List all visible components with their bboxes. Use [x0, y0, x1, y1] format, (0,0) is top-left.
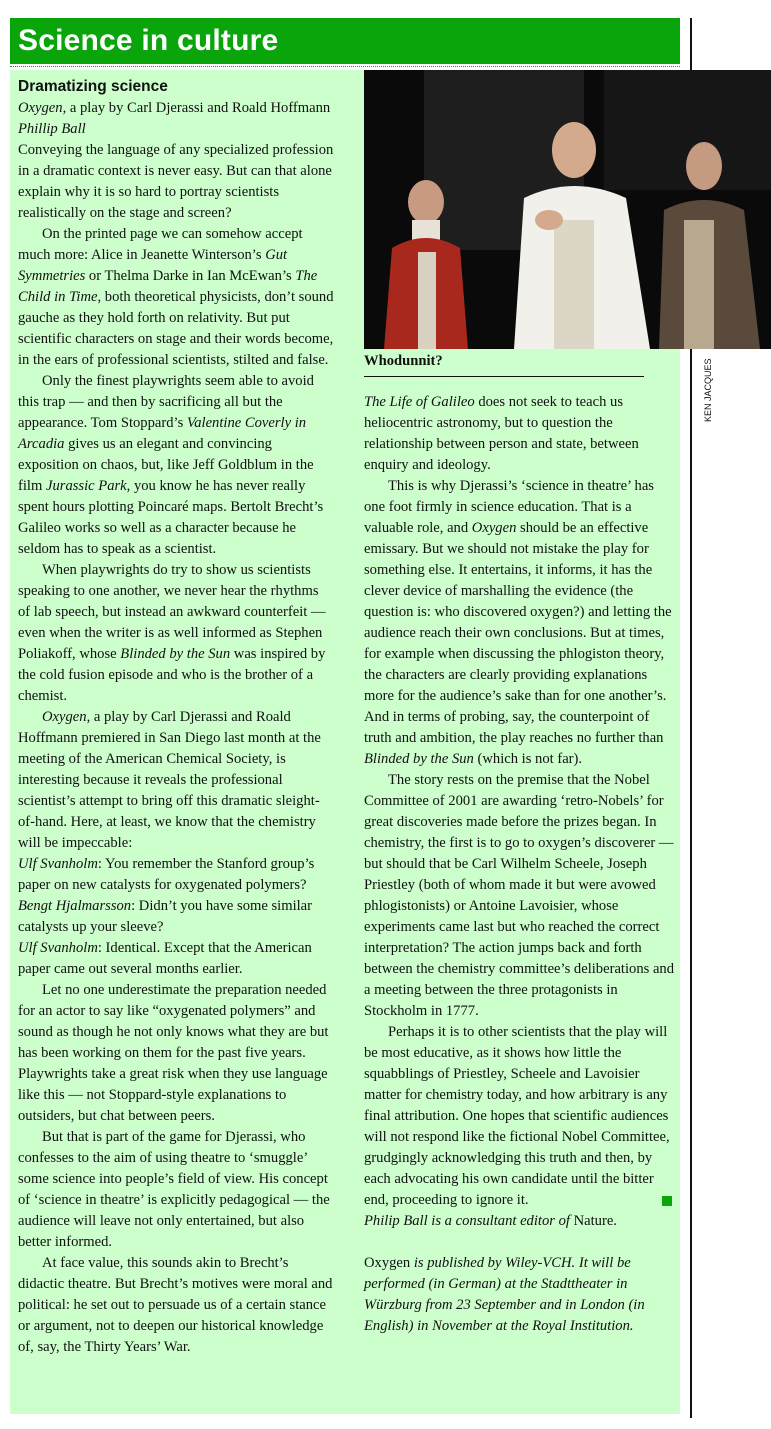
p3-text-3: , you know he has never really spent hours plotting Poincaré maps. Bertolt Brecht’s Galileo works so well as a character because he seldom has to speak as a scientist. — [18, 478, 324, 557]
p2-title-2: The Child in Time — [18, 268, 318, 305]
end-mark-icon — [662, 1196, 672, 1206]
byline — [18, 119, 334, 140]
p2-text: On the printed page we can somehow accept much more: Alice in Jeanette Winterson’s — [18, 226, 303, 263]
p5-title: Oxygen — [42, 709, 87, 725]
section-banner — [10, 18, 680, 64]
paragraph-1: Conveying the language of any specialized profession in a dramatic context is never easy. But can that alone explain why it is so hard to portray scientists realistically on the stage and screen? — [18, 142, 334, 221]
p2-title-1: Gut Symmetries — [18, 247, 288, 284]
photo-credit-text: KEN JACQUES — [703, 358, 713, 422]
paragraph-11 — [364, 1022, 678, 1211]
publication-note — [364, 1253, 678, 1337]
p9-text-2: should be an effective emissary. But we should not mistake the play for something else. It entertains, it informs, it has the clever device of marshalling the evidence (the question is: who discovered oxygen?) and letting the audience reach their own conclusions. But at times, for example when discussing the phlogiston theory, the characters are clearly providing explanations more for the audience’s sake than for one another’s. And in terms of probing, say, the counterpoint of truth and ambition, the play reaches no further than — [364, 520, 672, 746]
p3-title-2: Jurassic Park — [45, 478, 127, 494]
p9-title-2: Blinded by the Sun — [364, 751, 474, 767]
p4-text-2: was inspired by the cold fusion episode and who is the brother of a chemist. — [18, 646, 326, 704]
note-title: Oxygen — [364, 1255, 411, 1271]
article-column-right — [364, 392, 678, 1337]
speaker-name: Ulf Svanholm — [18, 940, 98, 956]
author-bio — [364, 1211, 678, 1232]
photo-credit — [702, 352, 716, 424]
journal-name: Nature. — [573, 1213, 617, 1229]
play-reference — [18, 98, 334, 119]
play-photo — [364, 70, 771, 349]
paragraph-9 — [364, 476, 678, 770]
article-heading: Dramatizing science — [18, 78, 168, 95]
caption-rule — [364, 376, 644, 377]
dialogue-line-1 — [18, 854, 334, 896]
bio-text: Philip Ball is a consultant editor of — [364, 1213, 574, 1229]
p4-title: Blinded by the Sun — [120, 646, 231, 662]
dialogue-text: : Didn’t you have some similar catalysts up your sleeve? — [18, 898, 313, 935]
play-photo-illustration — [364, 70, 771, 349]
paragraph-8-continued — [364, 392, 678, 476]
p9-text: This is why Djerassi’s ‘science in theatre’ has one foot firmly in science education. That is a valuable role, and — [364, 478, 654, 536]
speaker-name: Bengt Hjalmarsson — [18, 898, 132, 914]
p3-text: Only the finest playwrights seem able to avoid this trap — and then by sacrificing all but the appearance. Tom Stoppard’s — [18, 373, 314, 431]
paragraph-7: But that is part of the game for Djerassi, who confesses to the aim of using theatre to ‘smuggle’ some science into people’s field of view. His concept of ‘science in theatre’ is explicitly pedagogical — the audience will leave not only entertained, but also better informed. — [18, 1129, 330, 1250]
paragraph-10: The story rests on the premise that the Nobel Committee of 2001 are awarding ‘retro-Nobels’ for great discoveries made before the prizes began. In chemistry, the first is to go to oxygen’s discoverer — but should that be Carl Wilhelm Scheele, Joseph Priestley (both of whom made it but were avowed phlogistonists) or Antoine Lavoisier, whose experiments came last but who reached the correct interpretation? The action jumps back and forth between the chemistry committee’s deliberations and a meeting between the three protagonists in Stockholm in 1777. — [364, 772, 675, 1019]
paragraph-8: At face value, this sounds akin to Brecht’s didactic theatre. But Brecht’s motives were moral and political: he set out to persuade us of a certain stance or argument, not to deepen our historical knowledge of, say, the Thirty Years’ War. — [18, 1255, 333, 1355]
section-title: Science in culture — [18, 24, 279, 57]
play-title: Oxygen — [18, 100, 63, 116]
note-text: is published by Wiley-VCH. It will be performed (in German) at the Stadttheater in Würzburg from 23 September and in London (in English) in November at the Royal Institution. — [364, 1255, 645, 1334]
p3-text-2: gives us an elegant and convincing exposition on chaos, but, like Jeff Goldblum in the film — [18, 436, 314, 494]
dialogue-line-3 — [18, 938, 334, 980]
paragraph-6: Let no one underestimate the preparation needed for an actor to say like “oxygenated polymers” and sound as though he not only knows what they are but has been working on them for the past five years. Playwrights take a great risk when they use language like this — not Stoppard-style explanations to outsiders, but chat between peers. — [18, 982, 329, 1124]
speaker-name: Ulf Svanholm — [18, 856, 98, 872]
p3-title-1: Valentine Coverly in Arcadia — [18, 415, 307, 452]
article-column-left — [18, 76, 334, 1358]
author-name: Phillip Ball — [18, 121, 86, 137]
p8-title: The Life of Galileo — [364, 394, 475, 410]
p2-text-2: or Thelma Darke in Ian McEwan’s — [85, 268, 296, 284]
p2-text-3: , both theoretical physicists, don’t sound gauche as they hold forth on relativity. But put scientific characters on stage and their words become, in the ears of professional scientists, stilted and false. — [18, 289, 334, 368]
p4-text: When playwrights do try to show us scientists speaking to one another, we never hear the rhythms of lab speech, but instead an awkward counterfeit — even when the writer is as well informed as Stephen Poliakoff, whose — [18, 562, 326, 662]
paragraph-4 — [18, 560, 334, 707]
p9-title-1: Oxygen — [471, 520, 517, 536]
p9-text-3: (which is not far). — [473, 751, 583, 767]
p5-text: , a play by Carl Djerassi and Roald Hoffmann premiered in San Diego last month at the meeting of the American Chemical Society, is interesting because it reveals the professional scientist’s attempt to bring off this dramatic sleight-of-hand. Here, at least, we know that the chemistry will be impeccable: — [18, 709, 321, 851]
paragraph-5 — [18, 707, 334, 854]
paragraph-2 — [18, 224, 334, 371]
p11-text: Perhaps it is to other scientists that the play will be most educative, as it shows how little the squabblings of Priestley, Scheele and Lavoisier matter for chemistry today, and how arbitrary is any final attribution. One hopes that scientific audiences will not respond like the fictional Nobel Committee, grudgingly acknowledging this truth and then, by each advocating his own candidate until the bitter end, proceeding to ignore it. — [364, 1024, 670, 1208]
p8-text: does not seek to teach us heliocentric astronomy, but to question the relationship between person and state, between enquiry and ideology. — [364, 394, 639, 473]
dialogue-text: : Identical. Except that the American paper came out several months earlier. — [18, 940, 312, 977]
dialogue-line-2 — [18, 896, 334, 938]
paragraph-3 — [18, 371, 334, 560]
play-info: , a play by Carl Djerassi and Roald Hoffmann — [62, 100, 331, 116]
photo-caption: Whodunnit? — [364, 353, 443, 369]
dialogue-text: : You remember the Stanford group’s paper on new catalysts for oxygenated polymers? — [18, 856, 315, 893]
